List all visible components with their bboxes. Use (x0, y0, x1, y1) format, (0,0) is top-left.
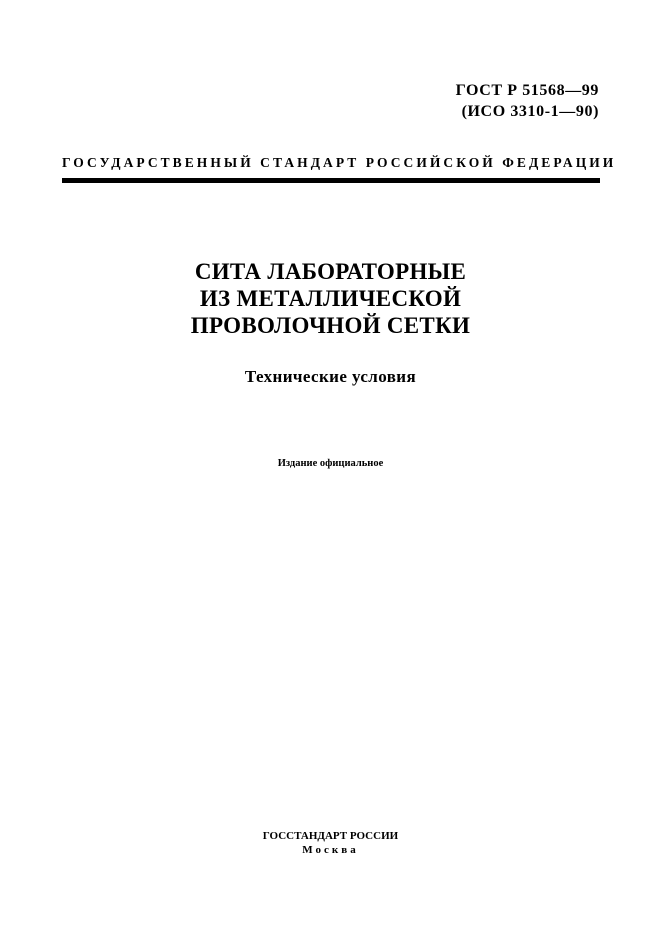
standard-heading: ГОСУДАРСТВЕННЫЙ СТАНДАРТ РОССИЙСКОЙ ФЕДЕРАЦИИ (62, 155, 617, 170)
document-code-block (456, 80, 599, 122)
title-line-3: ПРОВОЛОЧНОЙ СЕТКИ (190, 313, 471, 338)
publisher-city: Москва (302, 844, 359, 856)
gost-code: ГОСТ Р 51568—99 (455, 82, 599, 99)
horizontal-rule (62, 178, 600, 183)
document-subtitle: Технические условия (244, 367, 417, 386)
iso-code: (ИСО 3310-1—90) (461, 103, 599, 120)
publisher-name: ГОССТАНДАРТ РОССИИ (262, 830, 399, 842)
title-line-2: ИЗ МЕТАЛЛИЧЕСКОЙ (199, 286, 462, 311)
title-line-1: СИТА ЛАБОРАТОРНЫЕ (194, 259, 467, 284)
publisher-block (0, 829, 661, 857)
edition-note: Издание официальное (277, 458, 384, 469)
document-title (0, 258, 661, 339)
